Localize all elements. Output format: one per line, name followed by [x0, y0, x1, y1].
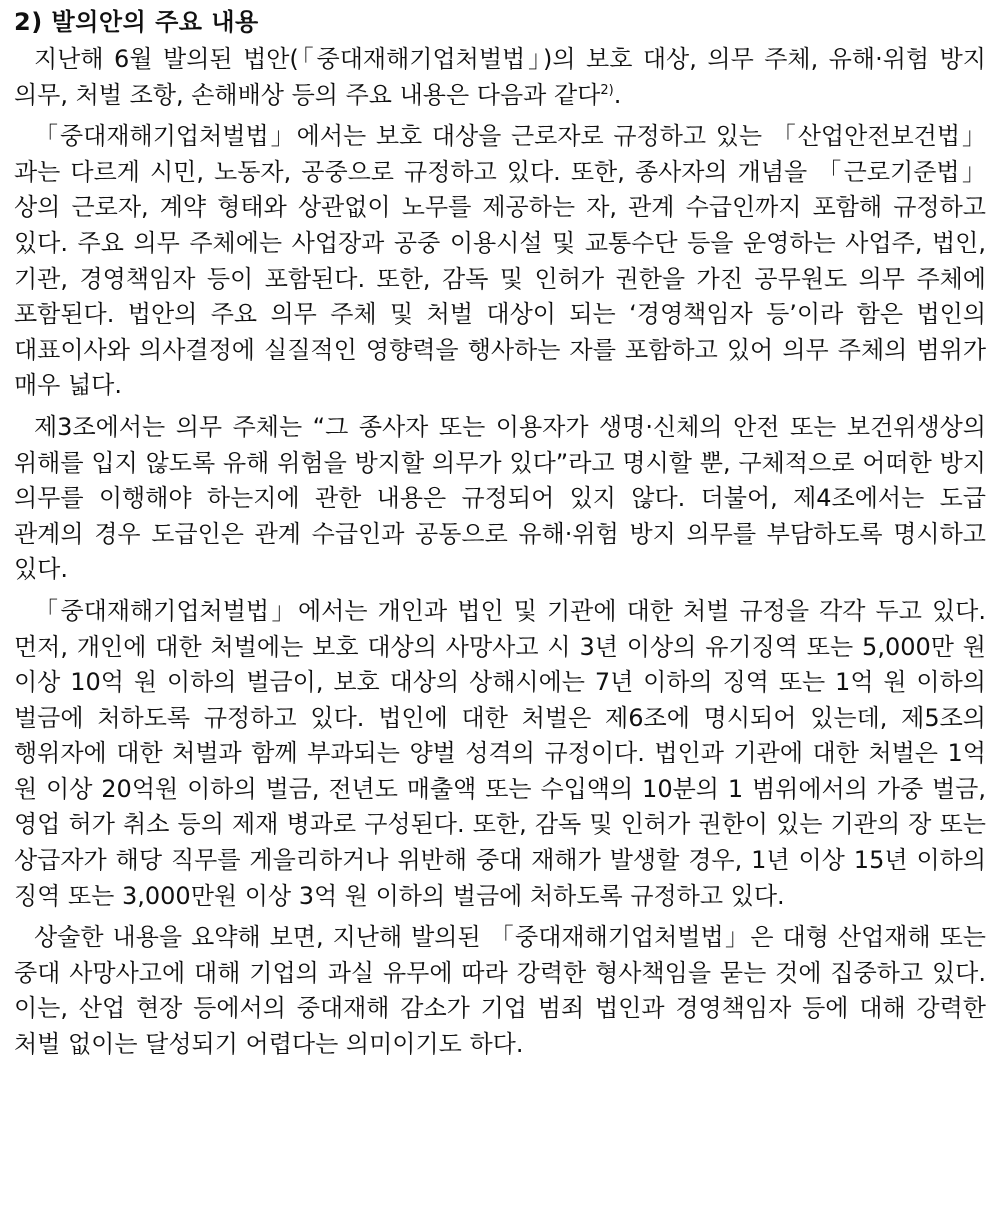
paragraph-trailing: .	[613, 80, 622, 109]
paragraph-penalties: 「중대재해기업처벌법」에서는 개인과 법인 및 기관에 대한 처벌 규정을 각각 두고 있다. 먼저, 개인에 대한 처벌에는 보호 대상의 사망사고 시 3년 이상의 유기징역 또는 5,000만 원 이상 10억 원 이하의 벌금이, 보호 대상의 상해시에는 7년 이하의 징역 또는 1억 원 이하의 벌금에 처하도록 규정하고 있다. 법인에 대한 처벌은 제6조에 명시되어 있는데, 제5조의 행위자에 대한 처벌과 함께 부과되는 양벌 성격의 규정이다. 법인과 기관에 대한 처벌은 1억 원 이상 20억원 이하의 벌금, 전년도 매출액 또는 수입액의 10분의 1 범위에서의 가중 벌금, 영업 허가 취소 등의 제재 병과로 구성된다. 또한, 감독 및 인허가 권한이 있는 기관의 장 또는 상급자가 해당 직무를 게을리하거나 위반해 중대 재해가 발생할 경우, 1년 이상 15년 이하의 징역 또는 3,000만원 이상 3억 원 이하의 벌금에 처하도록 규정하고 있다.	[14, 596, 986, 910]
paragraph-article-3-4: 제3조에서는 의무 주체는 “그 종사자 또는 이용자가 생명·신체의 안전 또는 보건위생상의 위해를 입지 않도록 유해 위험을 방지할 의무가 있다”라고 명시할 뿐, 구체적으로 어떠한 방지 의무를 이행해야 하는지에 관한 내용은 규정되어 있지 않다. 더불어, 제4조에서는 도급 관계의 경우 도급인은 관계 수급인과 공동으로 유해·위험 방지 의무를 부담하도록 명시하고 있다.	[14, 412, 986, 584]
paragraph-text: 지난해 6월 발의된 법안(「중대재해기업처벌법」)의 보호 대상, 의무 주체, 유해·위험 방지 의무, 처벌 조항, 손해배상 등의 주요 내용은 다음과 같다	[14, 45, 986, 109]
paragraph-summary: 상술한 내용을 요약해 보면, 지난해 발의된 「중대재해기업처벌법」은 대형 산업재해 또는 중대 사망사고에 대해 기업의 과실 유무에 따라 강력한 형사책임을 묻는 것에 집중하고 있다. 이는, 산업 현장 등에서의 중대재해 감소가 기업 범죄 법인과 경영책임자 등에 대해 강력한 처벌 없이는 달성되기 어렵다는 의미이기도 하다.	[14, 923, 986, 1059]
section-heading: 2) 발의안의 주요 내용	[14, 8, 259, 36]
paragraph-protection-scope: 「중대재해기업처벌법」에서는 보호 대상을 근로자로 규정하고 있는 「산업안전보건법」과는 다르게 시민, 노동자, 공중으로 규정하고 있다. 또한, 종사자의 개념을 「근로기준법」상의 근로자, 계약 형태와 상관없이 노무를 제공하는 자, 관계 수급인까지 포함해 규정하고 있다. 주요 의무 주체에는 사업장과 공중 이용시설 및 교통수단 등을 운영하는 사업주, 법인, 기관, 경영책임자 등이 포함된다. 또한, 감독 및 인허가 권한을 가진 공무원도 의무 주체에 포함된다. 법안의 주요 의무 주체 및 처벌 대상이 되는 ‘경영책임자 등’이라 함은 법인의 대표이사와 의사결정에 실질적인 영향력을 행사하는 자를 포함하고 있어 의무 주체의 범위가 매우 넓다.	[14, 122, 986, 400]
footnote-marker[interactable]: 2)	[600, 82, 614, 98]
paragraph-intro	[14, 42, 986, 113]
